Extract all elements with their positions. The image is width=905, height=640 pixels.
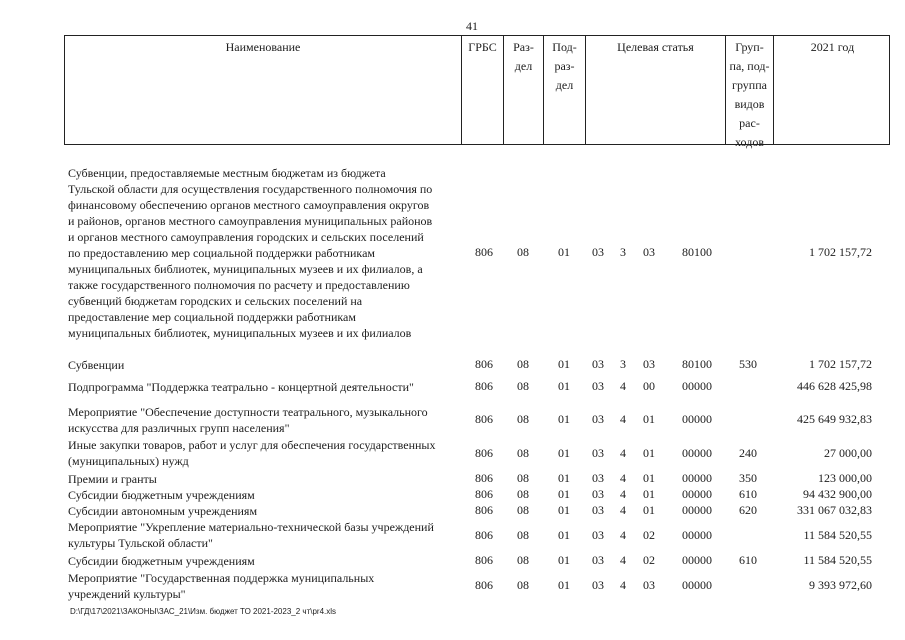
row-name-line: Иные закупки товаров, работ и услуг для обеспечения государственных xyxy=(68,438,436,452)
row-name-line: Субсидии бюджетным учреждениям xyxy=(68,488,255,502)
row-cs1: 03 xyxy=(592,379,604,393)
row-group: 530 xyxy=(739,357,757,371)
row-podrazdel: 01 xyxy=(558,528,570,542)
row-podrazdel: 01 xyxy=(558,245,570,259)
header-grbs xyxy=(461,36,503,144)
table-row xyxy=(64,404,890,438)
row-grbs: 806 xyxy=(475,412,493,426)
row-podrazdel: 01 xyxy=(558,357,570,371)
header-podrazdel xyxy=(543,36,585,144)
header-podrazdel-l3: дел xyxy=(555,78,574,92)
table-row xyxy=(64,487,890,503)
page-number: 41 xyxy=(466,19,478,33)
row-cs2: 4 xyxy=(620,379,626,393)
row-cs4: 00000 xyxy=(682,487,712,501)
row-cs3: 01 xyxy=(643,412,655,426)
row-amount: 9 393 972,60 xyxy=(809,578,872,592)
file-path-footer: D:\ГД\17\2021\ЗАКОНЫ\ЗАС_21\Изм. бюджет ТО 2021-2023_2 чт\pr4.xls xyxy=(70,607,337,616)
row-grbs: 806 xyxy=(475,446,493,460)
row-name xyxy=(68,503,466,519)
row-name-line: Мероприятие "Государственная поддержка муниципальных xyxy=(68,571,375,585)
row-cs1: 03 xyxy=(592,487,604,501)
row-cs3: 03 xyxy=(643,357,655,371)
row-podrazdel: 01 xyxy=(558,487,570,501)
row-amount: 1 702 157,72 xyxy=(809,357,872,371)
header-target xyxy=(585,36,725,144)
row-amount: 27 000,00 xyxy=(824,446,872,460)
row-razdel: 08 xyxy=(517,412,529,426)
row-cs3: 02 xyxy=(643,553,655,567)
row-name xyxy=(68,471,466,487)
row-razdel: 08 xyxy=(517,357,529,371)
row-cs2: 4 xyxy=(620,503,626,517)
row-grbs: 806 xyxy=(475,528,493,542)
header-grbs-label: ГРБС xyxy=(468,40,497,54)
row-grbs: 806 xyxy=(475,379,493,393)
row-grbs: 806 xyxy=(475,553,493,567)
row-razdel: 08 xyxy=(517,379,529,393)
header-year-label: 2021 год xyxy=(810,40,855,54)
row-cs1: 03 xyxy=(592,553,604,567)
row-amount: 446 628 425,98 xyxy=(797,379,872,393)
row-cs2: 4 xyxy=(620,528,626,542)
row-cs4: 80100 xyxy=(682,245,712,259)
row-cs1: 03 xyxy=(592,357,604,371)
table-row xyxy=(64,570,890,604)
row-grbs: 806 xyxy=(475,578,493,592)
row-cs4: 00000 xyxy=(682,379,712,393)
row-name xyxy=(68,404,466,436)
row-cs2: 4 xyxy=(620,578,626,592)
table-row xyxy=(64,519,890,553)
row-cs2: 3 xyxy=(620,357,626,371)
row-name-line: муниципальных библиотек, муниципальных музеев и их филиалов xyxy=(68,326,412,340)
row-name-line: по предоставлению мер социальной поддержки работникам xyxy=(68,246,376,260)
row-cs1: 03 xyxy=(592,503,604,517)
row-name-line: Мероприятие "Укрепление материально-технической базы учреждений xyxy=(68,520,434,534)
header-group-l1: Груп- xyxy=(735,40,764,54)
row-cs3: 02 xyxy=(643,528,655,542)
header-group-l3: группа xyxy=(732,78,767,92)
header-target-label: Целевая статья xyxy=(617,40,694,54)
row-name-line: Субвенции, предоставляемые местным бюджетам из бюджета xyxy=(68,166,386,180)
row-cs4: 00000 xyxy=(682,578,712,592)
row-grbs: 806 xyxy=(475,245,493,259)
row-name-line: Субсидии бюджетным учреждениям xyxy=(68,554,255,568)
header-group xyxy=(725,36,773,149)
row-cs2: 4 xyxy=(620,471,626,485)
row-grbs: 806 xyxy=(475,487,493,501)
row-cs1: 03 xyxy=(592,245,604,259)
row-grbs: 806 xyxy=(475,471,493,485)
row-grbs: 806 xyxy=(475,357,493,371)
row-cs4: 00000 xyxy=(682,446,712,460)
row-podrazdel: 01 xyxy=(558,379,570,393)
row-podrazdel: 01 xyxy=(558,471,570,485)
row-cs1: 03 xyxy=(592,412,604,426)
row-name-line: (муниципальных) нужд xyxy=(68,454,189,468)
row-name xyxy=(68,553,466,569)
table-row xyxy=(64,553,890,569)
row-cs2: 3 xyxy=(620,245,626,259)
row-cs3: 00 xyxy=(643,379,655,393)
row-razdel: 08 xyxy=(517,528,529,542)
row-name xyxy=(68,165,466,341)
header-razdel-l1: Раз- xyxy=(513,40,534,54)
row-cs2: 4 xyxy=(620,487,626,501)
table-row xyxy=(64,379,890,397)
header-name-label: Наименование xyxy=(225,40,301,54)
row-cs3: 01 xyxy=(643,487,655,501)
table-row xyxy=(64,471,890,487)
row-cs4: 00000 xyxy=(682,553,712,567)
header-podrazdel-l1: Под- xyxy=(552,40,577,54)
row-cs4: 00000 xyxy=(682,412,712,426)
row-group: 240 xyxy=(739,446,757,460)
row-name-line: и органов местного самоуправления городских и сельских поселений xyxy=(68,230,424,244)
table-row xyxy=(64,437,890,471)
row-cs4: 80100 xyxy=(682,357,712,371)
row-cs4: 00000 xyxy=(682,503,712,517)
table-row xyxy=(64,165,890,343)
row-name xyxy=(68,487,466,503)
row-razdel: 08 xyxy=(517,503,529,517)
row-razdel: 08 xyxy=(517,446,529,460)
header-group-l4: видов xyxy=(734,97,765,111)
table-header xyxy=(64,35,890,149)
row-name xyxy=(68,379,466,395)
row-group: 350 xyxy=(739,471,757,485)
row-group: 610 xyxy=(739,553,757,567)
row-name-line: муниципальных библиотек, муниципальных музеев и их филиалов, а xyxy=(68,262,423,276)
header-razdel xyxy=(503,36,543,144)
row-cs2: 4 xyxy=(620,446,626,460)
row-name-line: предоставление мер социальной поддержки работникам xyxy=(68,310,356,324)
row-name-line: финансовому обеспечению органов местного самоуправления округов xyxy=(68,198,430,212)
row-podrazdel: 01 xyxy=(558,412,570,426)
row-group: 610 xyxy=(739,487,757,501)
header-group-l2: па, под- xyxy=(729,59,770,73)
header-name xyxy=(65,36,461,144)
row-cs2: 4 xyxy=(620,553,626,567)
row-name-line: культуры Тульской области" xyxy=(68,536,213,550)
row-name-line: Подпрограмма "Поддержка театрально - концертной деятельности" xyxy=(68,380,414,394)
header-group-l5: рас- xyxy=(739,116,760,130)
row-amount: 425 649 932,83 xyxy=(797,412,872,426)
row-amount: 11 584 520,55 xyxy=(803,528,872,542)
row-name-line: субвенций бюджетам городских и сельских поселений на xyxy=(68,294,363,308)
row-amount: 123 000,00 xyxy=(818,471,872,485)
row-name xyxy=(68,357,466,373)
row-razdel: 08 xyxy=(517,487,529,501)
row-razdel: 08 xyxy=(517,471,529,485)
row-razdel: 08 xyxy=(517,245,529,259)
row-razdel: 08 xyxy=(517,578,529,592)
row-cs4: 00000 xyxy=(682,528,712,542)
row-name-line: Премии и гранты xyxy=(68,472,157,486)
row-amount: 1 702 157,72 xyxy=(809,245,872,259)
row-name-line: учреждений культуры" xyxy=(68,587,186,601)
row-cs1: 03 xyxy=(592,471,604,485)
row-razdel: 08 xyxy=(517,553,529,567)
row-name-line: Тульской области для осуществления государственного полномочия по xyxy=(68,182,433,196)
header-podrazdel-l2: раз- xyxy=(554,59,575,73)
row-name-line: Субсидии автономным учреждениям xyxy=(68,504,258,518)
row-amount: 11 584 520,55 xyxy=(803,553,872,567)
row-cs3: 01 xyxy=(643,446,655,460)
row-cs4: 00000 xyxy=(682,471,712,485)
row-cs1: 03 xyxy=(592,528,604,542)
header-year xyxy=(773,36,891,144)
row-cs3: 03 xyxy=(643,578,655,592)
row-cs3: 01 xyxy=(643,503,655,517)
row-name-line: искусства для различных групп населения" xyxy=(68,421,290,435)
row-name-line: Мероприятие "Обеспечение доступности театрального, музыкального xyxy=(68,405,428,419)
table-row xyxy=(64,357,890,375)
row-cs2: 4 xyxy=(620,412,626,426)
row-amount: 331 067 032,83 xyxy=(797,503,872,517)
row-name xyxy=(68,437,466,469)
row-group: 620 xyxy=(739,503,757,517)
header-group-l6: ходов xyxy=(735,135,764,149)
row-podrazdel: 01 xyxy=(558,503,570,517)
row-grbs: 806 xyxy=(475,503,493,517)
header-razdel-l2: дел xyxy=(514,59,533,73)
row-cs3: 03 xyxy=(643,245,655,259)
row-name-line: также государственного полномочия по расчету и предоставлению xyxy=(68,278,410,292)
row-name xyxy=(68,570,466,602)
row-name-line: и районов, органов местного самоуправления муниципальных районов xyxy=(68,214,433,228)
row-podrazdel: 01 xyxy=(558,553,570,567)
table-row xyxy=(64,503,890,519)
row-podrazdel: 01 xyxy=(558,578,570,592)
row-name xyxy=(68,519,466,551)
row-name-line: Субвенции xyxy=(68,358,125,372)
row-cs3: 01 xyxy=(643,471,655,485)
row-amount: 94 432 900,00 xyxy=(803,487,872,501)
row-podrazdel: 01 xyxy=(558,446,570,460)
row-cs1: 03 xyxy=(592,578,604,592)
row-cs1: 03 xyxy=(592,446,604,460)
